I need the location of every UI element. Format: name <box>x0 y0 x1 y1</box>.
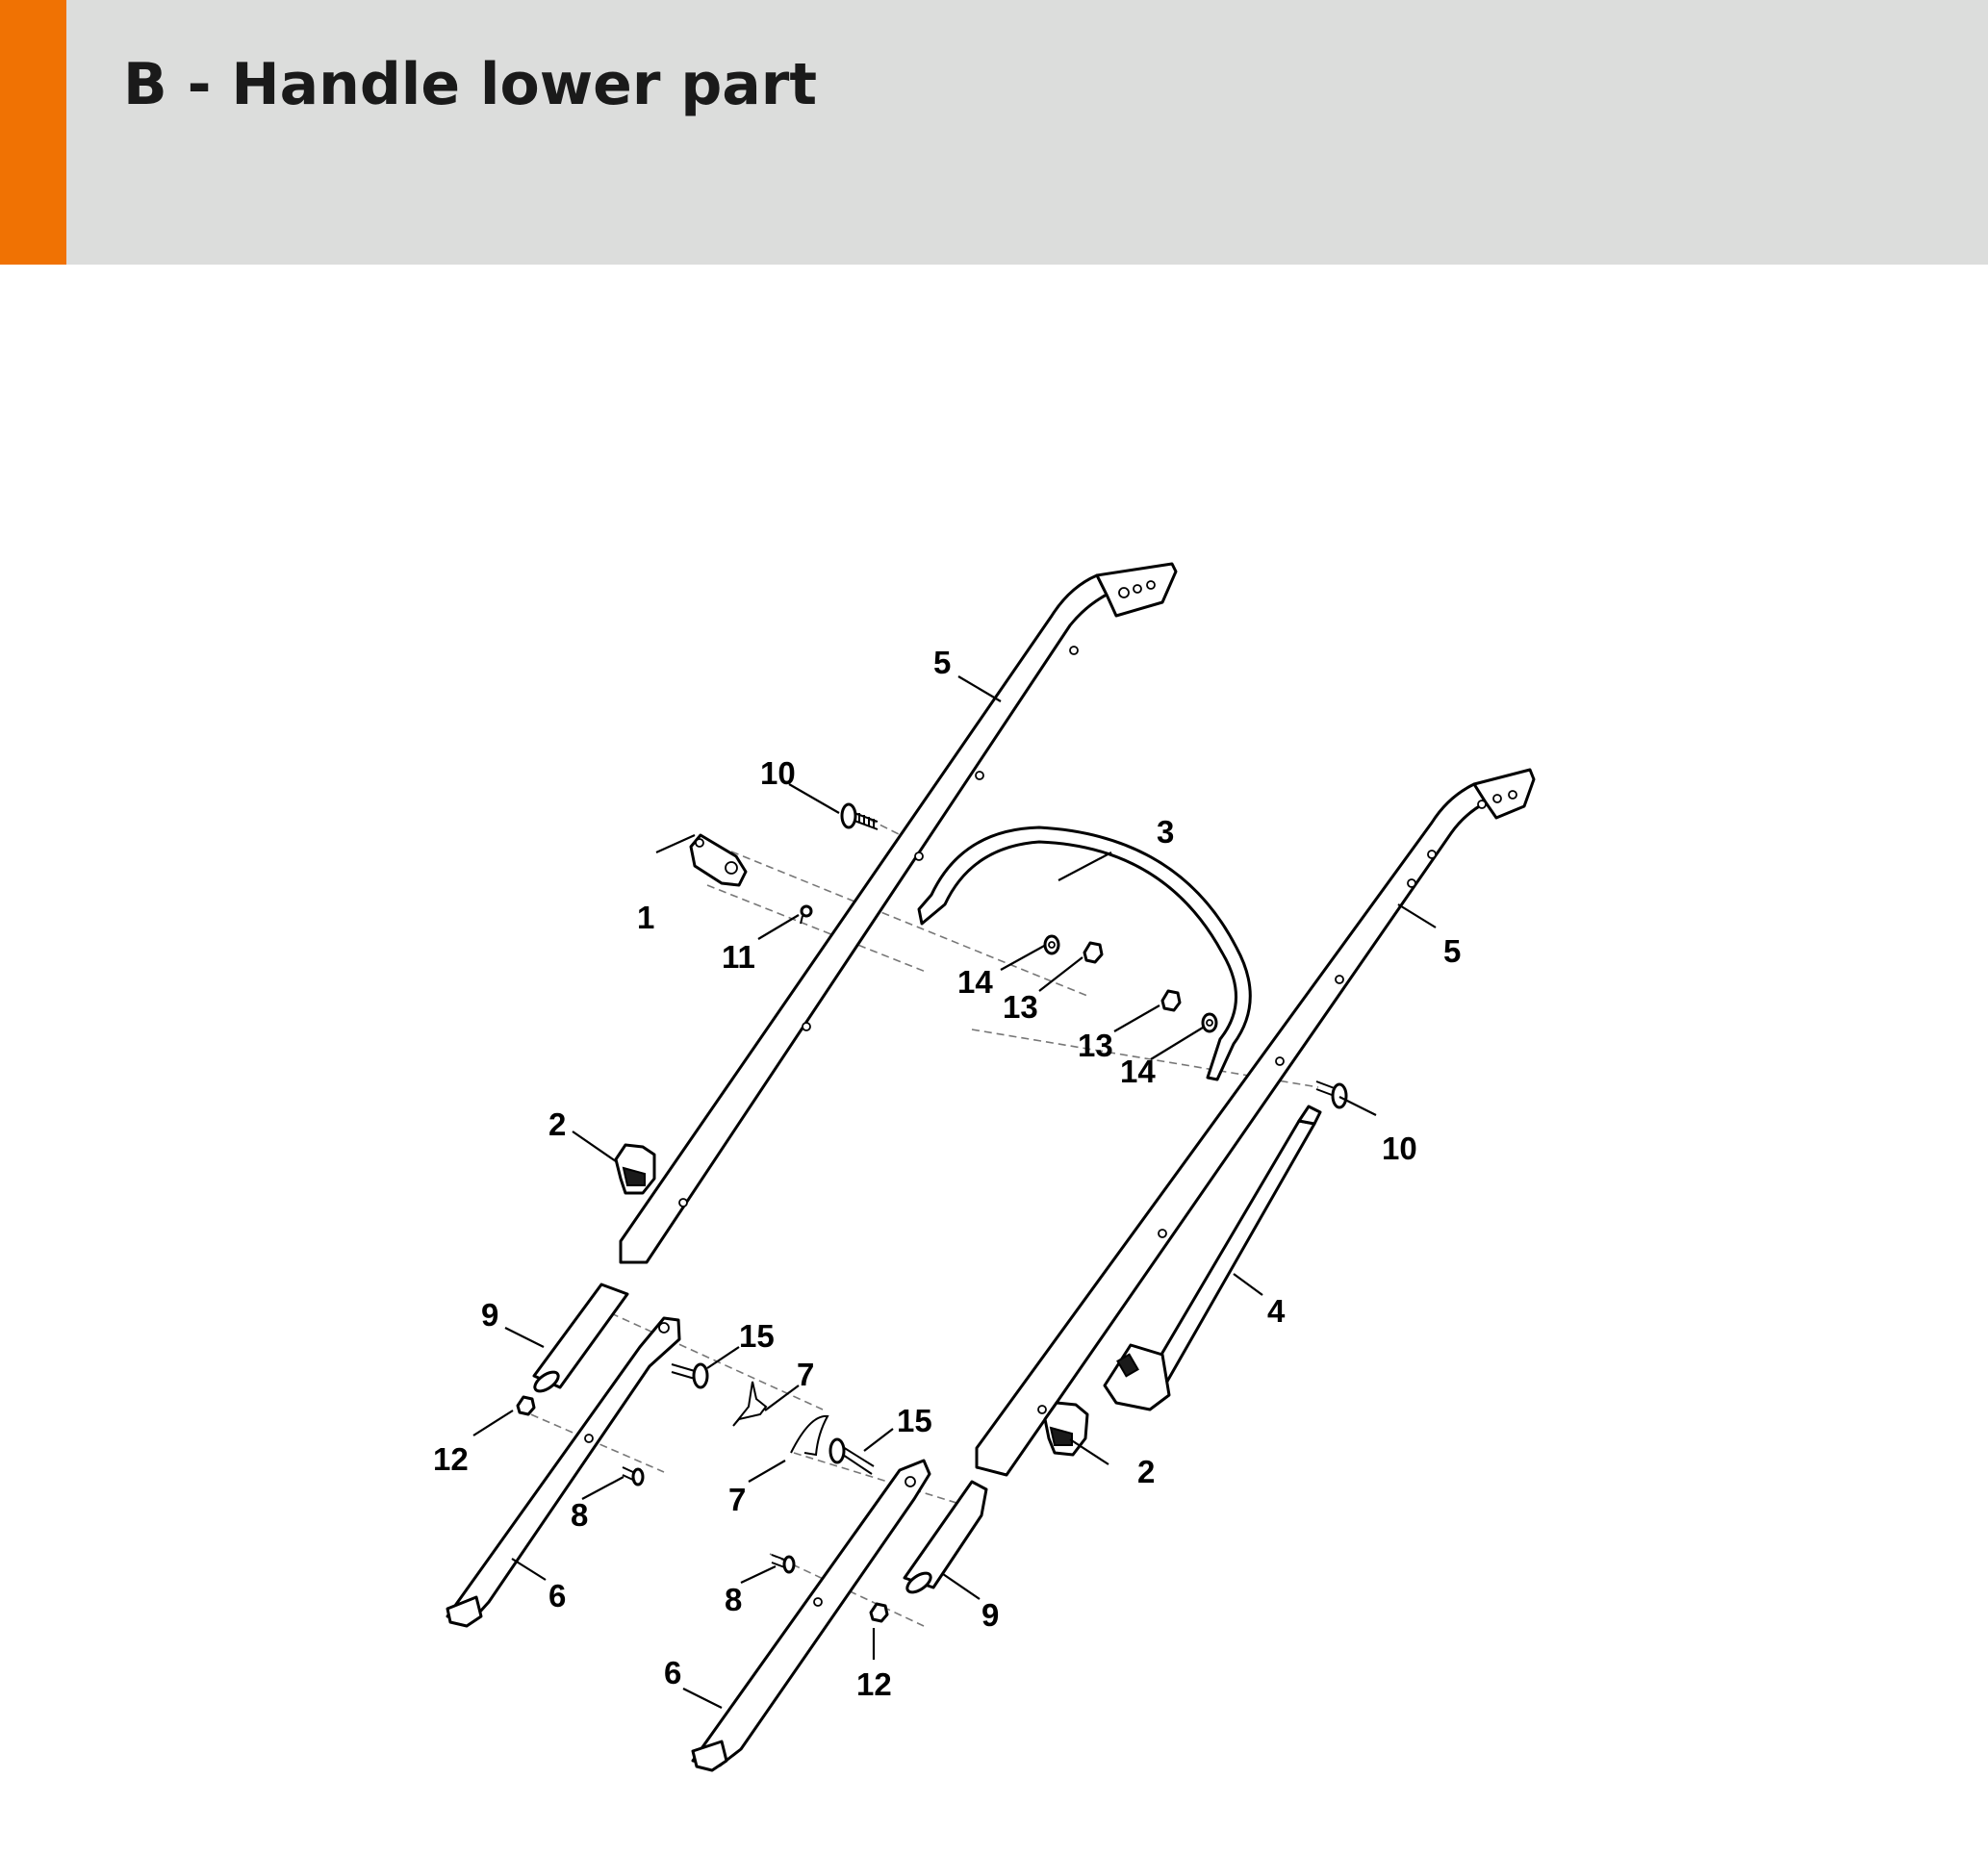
callout-1: 1 <box>637 900 655 935</box>
callout-14-right: 14 <box>1120 1054 1156 1089</box>
callout-13-left: 13 <box>1003 989 1038 1025</box>
spring-lower <box>791 1416 828 1455</box>
callout-6-right: 6 <box>664 1655 682 1690</box>
bolt-right <box>1316 1081 1346 1107</box>
spring-upper <box>733 1382 766 1426</box>
callout-8-lower: 8 <box>725 1582 743 1617</box>
callout-2-left: 2 <box>548 1106 567 1142</box>
nut-12-right <box>871 1604 887 1621</box>
clip-part <box>691 835 746 885</box>
bolt-8-upper <box>623 1467 643 1485</box>
knob-left <box>616 1145 654 1193</box>
page-title: B - Handle lower part <box>123 51 818 118</box>
callout-3: 3 <box>1157 814 1175 850</box>
sleeve-left <box>532 1284 627 1395</box>
bolt-8-lower <box>772 1555 794 1572</box>
callout-8-upper: 8 <box>571 1497 589 1533</box>
callout-13-right: 13 <box>1078 1028 1113 1063</box>
sleeve-right <box>905 1482 986 1596</box>
callout-14-left: 14 <box>957 964 993 1000</box>
washers-nuts <box>1045 936 1216 1031</box>
callout-2-right: 2 <box>1137 1454 1156 1489</box>
callout-9-left: 9 <box>481 1297 499 1333</box>
bolt-upper <box>842 804 878 829</box>
callout-12-left: 12 <box>433 1441 469 1477</box>
pin-upper <box>672 1364 707 1387</box>
handle-tube-left <box>621 564 1176 1262</box>
callout-11: 11 <box>722 939 755 975</box>
callout-5-right: 5 <box>1443 933 1462 969</box>
callout-9-right: 9 <box>981 1597 1000 1633</box>
callout-5-left: 5 <box>933 645 952 680</box>
callout-10-upper: 10 <box>760 755 796 791</box>
small-screw <box>801 906 811 924</box>
callout-7-lower: 7 <box>728 1482 747 1517</box>
callout-10-right: 10 <box>1382 1131 1417 1166</box>
nut-12-left <box>518 1397 534 1414</box>
pin-lower <box>830 1439 874 1474</box>
handle-tube-right <box>977 770 1534 1475</box>
callout-4: 4 <box>1267 1293 1286 1329</box>
callout-6-left: 6 <box>548 1578 567 1614</box>
callout-7-upper: 7 <box>797 1357 815 1392</box>
callout-12-right: 12 <box>856 1666 892 1702</box>
callout-15-upper: 15 <box>739 1318 775 1354</box>
callout-15-lower: 15 <box>897 1403 932 1438</box>
